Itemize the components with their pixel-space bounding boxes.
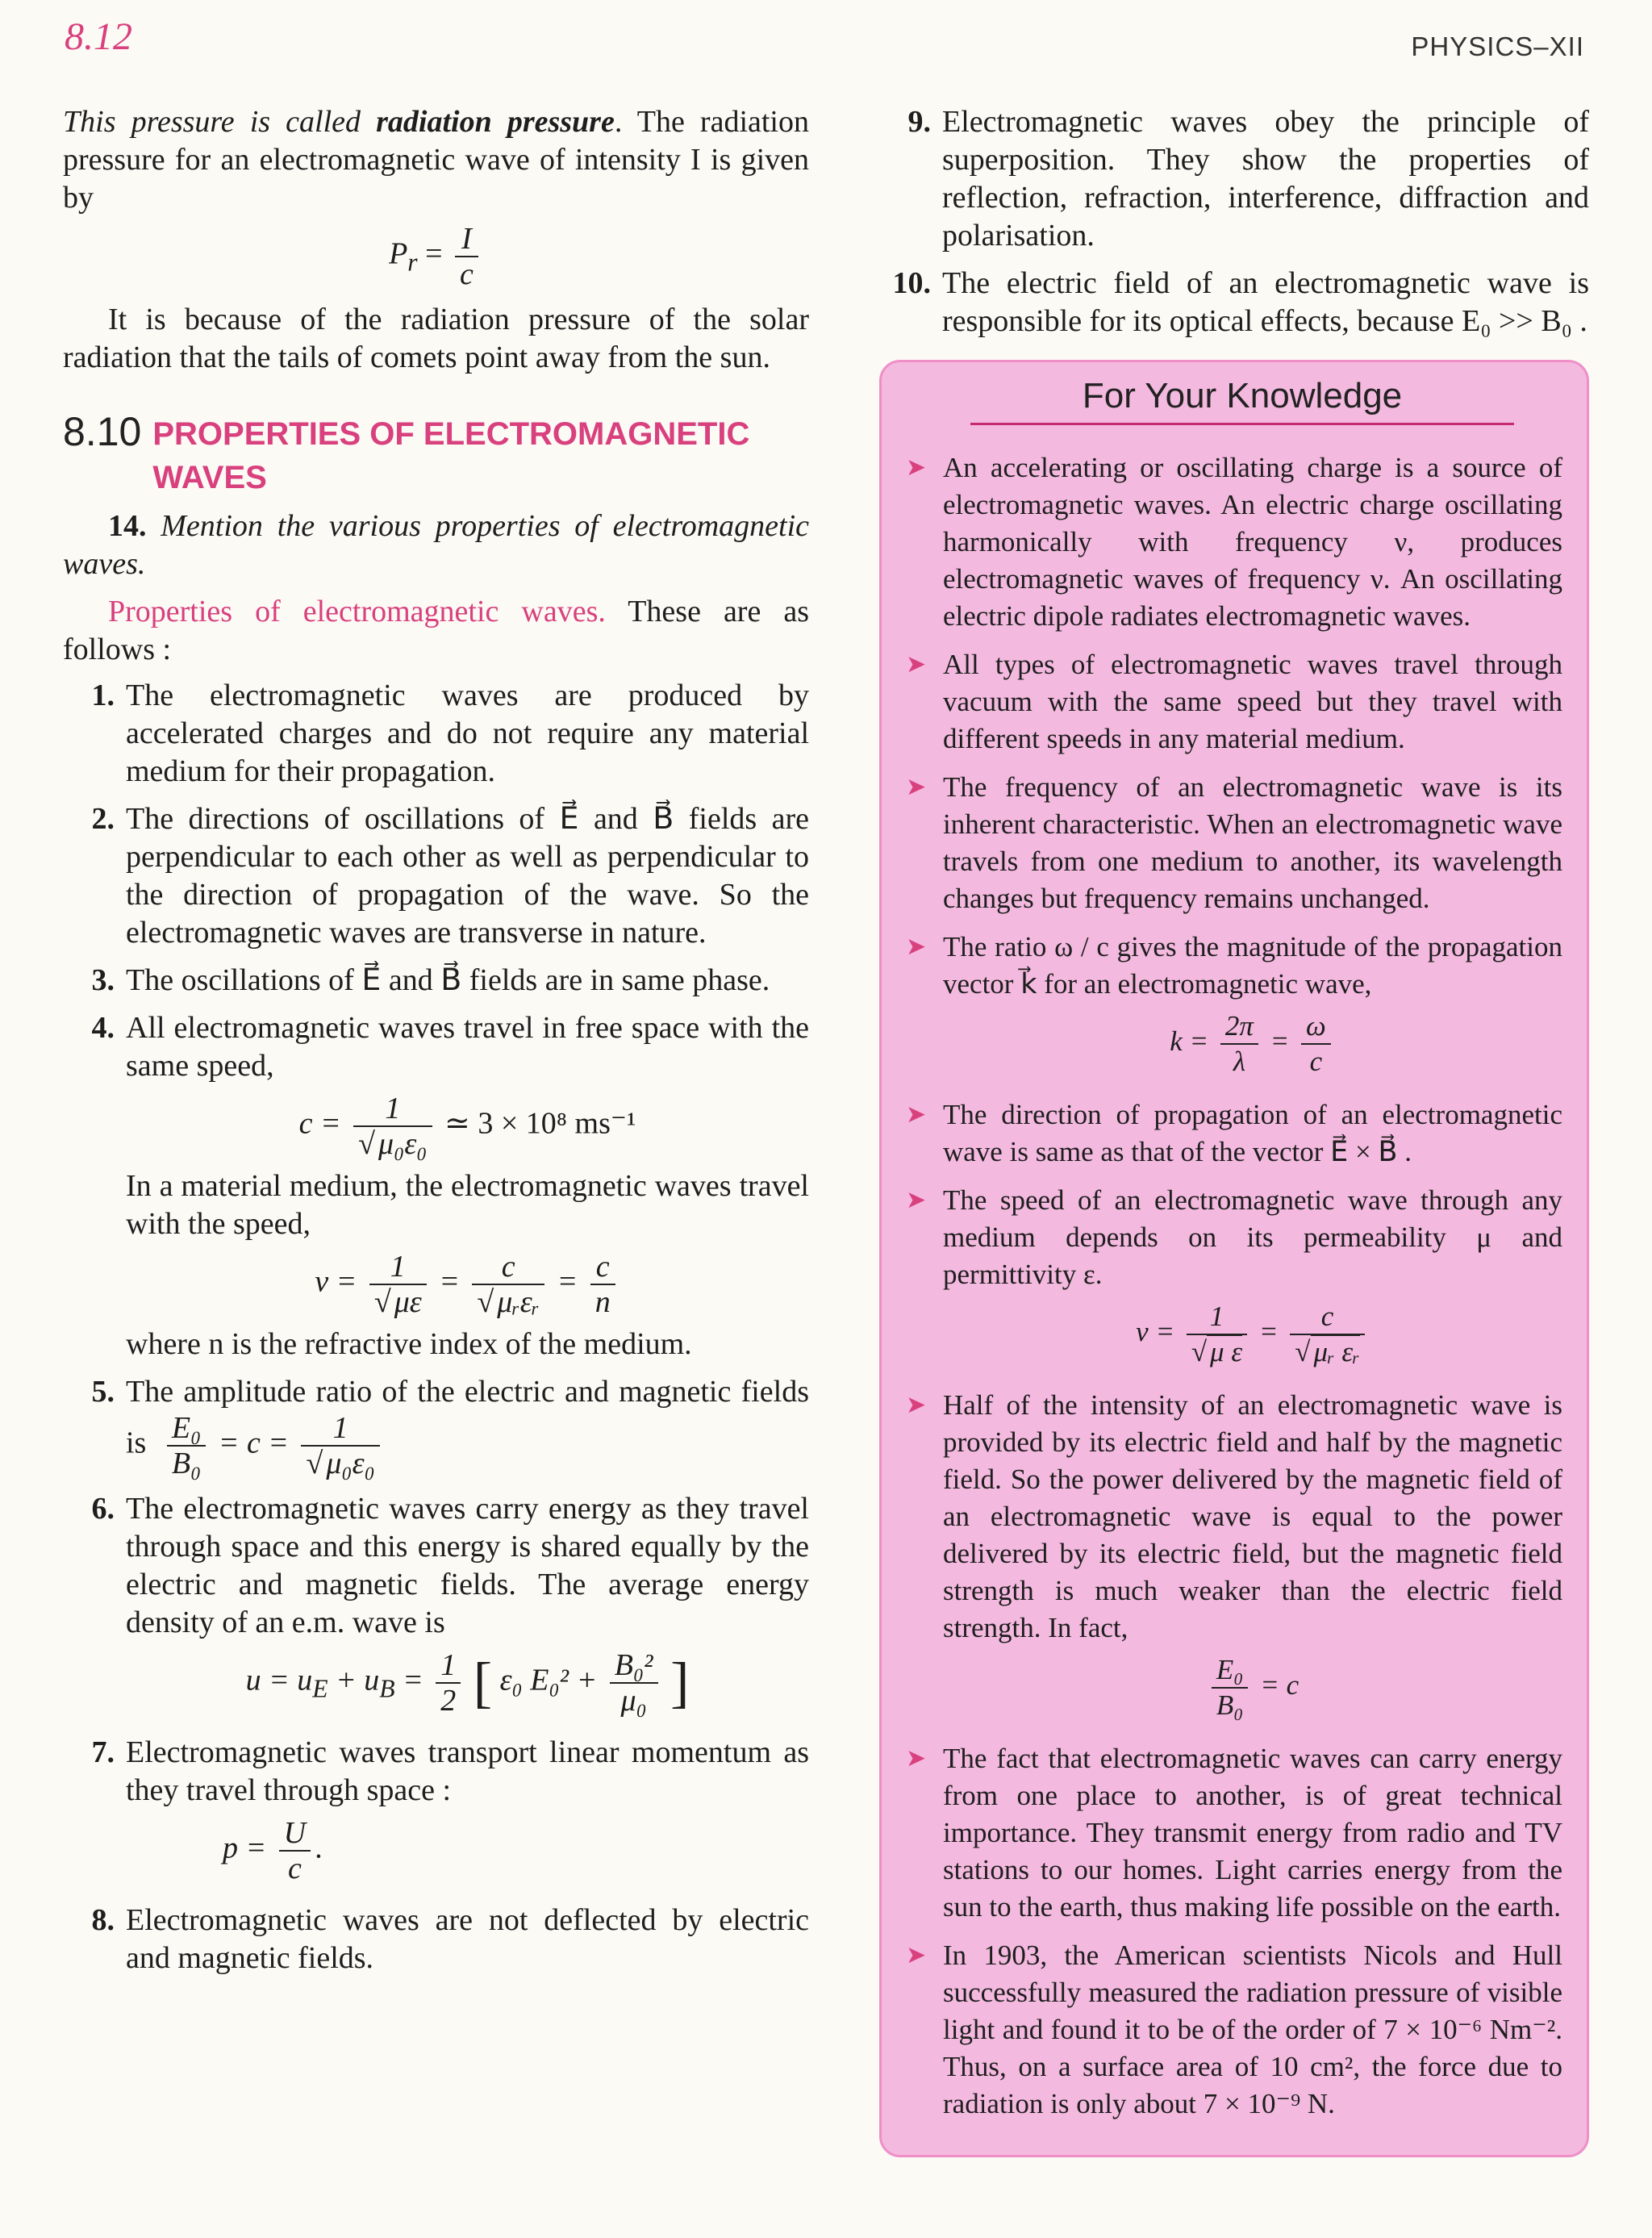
sub-b: B: [379, 1674, 395, 1703]
formula-lhs: P: [389, 236, 408, 271]
sqrt-body: μ₀ε₀: [375, 1125, 427, 1161]
fraction: [1187, 1300, 1247, 1369]
v-formula: [943, 1300, 1562, 1369]
list-item: [63, 1490, 809, 1724]
item-text: The directions of oscillations of E⃗ and B⃗ fields are perpendicular to each other as well as perpendicular to the direction of propagation of the wave. So the electromagnetic waves are transverse in nature.: [126, 802, 809, 950]
list-item: [63, 800, 809, 952]
frac-num: 1: [436, 1648, 461, 1684]
bracket-body: ε₀ E₀² +: [499, 1663, 598, 1697]
left-column: [63, 103, 809, 1987]
knowledge-point: [906, 646, 1562, 758]
formula-mid: =: [1258, 1316, 1279, 1348]
knowledge-point: [906, 1096, 1562, 1171]
fraction: [1290, 1300, 1365, 1369]
page-number: 8.12: [65, 15, 132, 58]
item-number: 7.: [91, 1735, 115, 1769]
arrow-bullet-icon: ➤: [906, 1392, 927, 1418]
fraction: [1301, 1009, 1331, 1079]
question-number: 14.: [108, 509, 147, 543]
frac-den: λ: [1233, 1046, 1245, 1077]
sqrt-body: μᵣ εᵣ: [1311, 1334, 1360, 1367]
knowledge-text: In 1903, the American scientists Nicols and Hull successfully measured the radiation pressure of visible light and found it to be of the order of 7 × 10⁻⁶ Nm⁻². Thus, on a surface area of 10 cm², the force due to radiation is only about 7 × 10⁻⁹ N.: [943, 1939, 1562, 2119]
item-text: Electromagnetic waves are not deflected by electric and magnetic fields.: [126, 1903, 809, 1975]
knowledge-body: [943, 1387, 1562, 1729]
frac-den: B₀: [1216, 1689, 1244, 1721]
knowledge-text: An accelerating or oscillating charge is a source of electromagnetic waves. An electric charge oscillating harmonically with frequency ν, produces electromagnetic waves of frequency ν. An oscillating electric dipole radiates electromagnetic waves.: [943, 452, 1562, 632]
frac-num: U: [279, 1816, 311, 1852]
formula-eq: =: [394, 1663, 423, 1697]
item-number: 1.: [91, 678, 115, 712]
list-item: [879, 265, 1589, 340]
frac-num: E₀: [167, 1411, 206, 1447]
energy-density-formula: $u = u_E + u_B$ = $\frac{1}{2}$ [ ε₀ E₀² + $\frac{\text{B₀²}}{\text{μ₀}}$ ]: [245, 1648, 690, 1718]
knowledge-text: The frequency of an electromagnetic wave is its inherent characteristic. When an electromagnetic wave travels from one medium to another, its wavelength changes but frequency remains unchanged.: [943, 771, 1562, 914]
frac-num: 2π: [1220, 1009, 1258, 1045]
frac-den: √ μᵣεᵣ: [477, 1285, 540, 1319]
fraction: [1220, 1009, 1258, 1079]
e-over-b-formula: [943, 1653, 1562, 1722]
sqrt-body: μ ε: [1207, 1334, 1242, 1367]
knowledge-point: [906, 769, 1562, 917]
intro-italic: This pressure is called: [63, 105, 377, 139]
formula-lhs: v =: [315, 1264, 357, 1299]
properties-list: [63, 677, 809, 1977]
question: [63, 507, 809, 583]
formula-lhs: v =: [1136, 1316, 1175, 1348]
knowledge-text: Half of the intensity of an electromagnetic wave is provided by its electric field and half by the magnetic field. So the power delivered by the magnetic field of an electromagnetic wave is equal to the power delivered by its electric field, but the magnetic field strength is much weaker than the electric field strength. In fact,: [943, 1389, 1562, 1643]
knowledge-text: The fact that electromagnetic waves can carry energy from one place to another, is of great technical importance. They transmit energy from radio and TV stations to our homes. Light carries energy from the sun to the earth, thus making life possible on the earth.: [943, 1743, 1562, 1923]
knowledge-text: The ratio ω / c gives the magnitude of the propagation vector k⃗ for an electromagnetic wave,: [943, 931, 1562, 1000]
list-item: [63, 1902, 809, 1977]
fraction: [353, 1092, 432, 1161]
frac-num: c: [590, 1250, 615, 1285]
speed-free-space-formula: [126, 1092, 809, 1161]
item-text: The oscillations of E⃗ and B⃗ fields are in same phase.: [126, 963, 770, 997]
item-text: All electromagnetic waves travel in free space with the same speed,: [126, 1011, 809, 1083]
frac-den: 2: [440, 1684, 457, 1718]
intro-paragraph: [63, 103, 809, 217]
sqrt-body: μ₀ε₀: [323, 1445, 374, 1480]
item-number: 4.: [91, 1011, 115, 1045]
item-text: The electromagnetic waves are produced by accelerated charges and do not require any material medium for their propagation.: [126, 678, 809, 788]
momentum-formula: [126, 1816, 809, 1885]
frac-num: 1: [369, 1250, 427, 1285]
answer-heading: Properties of electromagnetic waves.: [108, 595, 606, 628]
knowledge-title: For Your Knowledge: [970, 377, 1514, 425]
frac-num: B₀²: [610, 1648, 658, 1684]
refractive-note: where n is the refractive index of the medium.: [126, 1327, 692, 1361]
formula-lhs: c =: [298, 1106, 341, 1141]
item-text: Electromagnetic waves obey the principle of superposition. They show the properties of reflection, refraction, interference, diffraction and polarisation.: [942, 105, 1589, 253]
arrow-bullet-icon: ➤: [906, 1942, 927, 1969]
arrow-bullet-icon: ➤: [906, 454, 927, 481]
for-your-knowledge-box: [879, 360, 1589, 2157]
amplitude-formula: [162, 1411, 385, 1480]
list-item: [63, 962, 809, 1000]
item-body: [126, 1734, 809, 1892]
frac-den: √ μ₀ε₀: [358, 1127, 428, 1161]
item-number: 9.: [907, 105, 931, 139]
fraction: [279, 1816, 311, 1885]
fraction: [369, 1250, 427, 1319]
frac-den: √ μ₀ε₀: [306, 1447, 375, 1480]
radiation-pressure-formula: [63, 222, 809, 291]
frac-num: I: [455, 222, 478, 257]
knowledge-text: All types of electromagnetic waves travel through vacuum with the same speed but they travel with different speeds in any material medium.: [943, 649, 1562, 754]
k-formula: [943, 1009, 1562, 1079]
medium-text: In a material medium, the electromagnetic waves travel with the speed,: [126, 1169, 809, 1241]
knowledge-body: [943, 1182, 1562, 1376]
intro-rest: . The radiation pressure for an electromagnetic wave of intensity I is given by: [63, 105, 809, 215]
formula-mid: = c =: [218, 1426, 289, 1460]
knowledge-point: [906, 1740, 1562, 1926]
frac-den: μ₀: [620, 1684, 647, 1718]
frac-num: E₀: [1212, 1653, 1249, 1689]
arrow-bullet-icon: ➤: [906, 1101, 927, 1128]
formula-eq: =: [425, 236, 443, 271]
fraction: [301, 1411, 379, 1480]
sub-e: E: [312, 1674, 328, 1703]
item-number: 8.: [91, 1903, 115, 1937]
fraction: [1212, 1653, 1249, 1722]
book-title: PHYSICS–XII: [1411, 31, 1584, 61]
list-item: [63, 1009, 809, 1363]
list-item: [63, 1373, 809, 1480]
arrow-bullet-icon: ➤: [906, 1187, 927, 1213]
knowledge-point: [906, 1937, 1562, 2123]
frac-num: 1: [301, 1411, 379, 1447]
arrow-bullet-icon: ➤: [906, 933, 927, 960]
item-text: The electric field of an electromagnetic wave is responsible for its optical effects, because E₀ >> B₀ .: [942, 266, 1589, 338]
formula-lhs: p =: [223, 1831, 267, 1865]
fraction: [436, 1648, 461, 1718]
frac-num: 1: [1187, 1300, 1247, 1335]
radiation-pressure-term: radiation pressure: [376, 105, 615, 139]
item-number: 6.: [91, 1492, 115, 1526]
comets-paragraph: It is because of the radiation pressure of the solar radiation that the tails of comets point away from the sun.: [63, 303, 809, 374]
item-number: 10.: [892, 266, 931, 300]
properties-list-continued: [879, 103, 1589, 340]
frac-num: 1: [353, 1092, 432, 1127]
knowledge-point: [906, 929, 1562, 1085]
answer-lead: [63, 593, 809, 669]
knowledge-point: [906, 1182, 1562, 1376]
formula-mid: =: [1270, 1025, 1290, 1058]
knowledge-text: The direction of propagation of an electromagnetic wave is same as that of the vector E⃗ × B⃗ .: [943, 1099, 1562, 1167]
frac-num: c: [1290, 1300, 1365, 1335]
formula-approx: ≃ 3 × 10⁸ ms⁻¹: [444, 1106, 636, 1141]
fraction: [455, 222, 478, 291]
knowledge-body: [943, 929, 1562, 1085]
frac-den: c: [460, 257, 473, 291]
frac-num: c: [472, 1250, 544, 1285]
arrow-bullet-icon: ➤: [906, 774, 927, 800]
frac-den: √ μ ε: [1191, 1336, 1243, 1367]
formula-tail: .: [315, 1831, 323, 1865]
item-text: The electromagnetic waves carry energy as they travel through space and this energy is shared equally by the electric and magnetic fields. The average energy density of an e.m. wave is: [126, 1492, 809, 1639]
fraction: [167, 1411, 206, 1480]
item-number: 5.: [91, 1375, 115, 1409]
question-text: Mention the various properties of electromagnetic waves.: [63, 509, 809, 581]
formula-lhs: k =: [1170, 1025, 1209, 1058]
frac-num: ω: [1301, 1009, 1331, 1045]
fraction: [472, 1250, 544, 1319]
list-item: [63, 1734, 809, 1892]
item-number: 3.: [91, 963, 115, 997]
speed-medium-formula: v = $\frac{1}{√ \mu\varepsilon}$ = $\frac{c}{\text{√ μᵣεᵣ}}$ = $\frac{c}{n}$: [126, 1250, 809, 1319]
item-number: 2.: [91, 802, 115, 836]
frac-den: √ μᵣ εᵣ: [1295, 1336, 1360, 1367]
item-text: The amplitude ratio of the electric and magnetic fields is: [126, 1375, 809, 1460]
frac-den: c: [1309, 1046, 1323, 1077]
frac-den: √ με: [373, 1285, 422, 1319]
knowledge-point: [906, 1387, 1562, 1729]
fraction: [610, 1648, 658, 1718]
frac-den: c: [287, 1852, 302, 1885]
item-body: [126, 1009, 809, 1363]
answer-rest: These are as follows :: [63, 595, 809, 666]
item-body: [126, 1490, 809, 1724]
section-number: 8.10: [63, 409, 142, 454]
formula-rhs: = c: [1260, 1669, 1299, 1701]
frac-den: B₀: [171, 1447, 202, 1480]
knowledge-point: [906, 449, 1562, 635]
sqrt-body: μᵣεᵣ: [494, 1284, 540, 1319]
formula-lhs: u = u: [245, 1663, 313, 1697]
fraction: [590, 1250, 615, 1319]
arrow-bullet-icon: ➤: [906, 651, 927, 678]
item-body: [126, 1373, 809, 1480]
knowledge-text: The speed of an electromagnetic wave through any medium depends on its permeability μ and permittivity ε.: [943, 1184, 1562, 1290]
formula-plus: + u: [327, 1663, 380, 1697]
list-item: [879, 103, 1589, 255]
section-title: PROPERTIES OF ELECTROMAGNETIC WAVES: [152, 416, 750, 495]
item-text: Electromagnetic waves transport linear momentum as they travel through space :: [126, 1735, 809, 1807]
arrow-bullet-icon: ➤: [906, 1745, 927, 1772]
list-item: [63, 677, 809, 791]
right-column: [879, 103, 1589, 2157]
sqrt-body: με: [391, 1284, 422, 1319]
frac-den: n: [594, 1285, 611, 1319]
section-heading: [63, 409, 809, 499]
formula-sub: r: [407, 248, 418, 277]
